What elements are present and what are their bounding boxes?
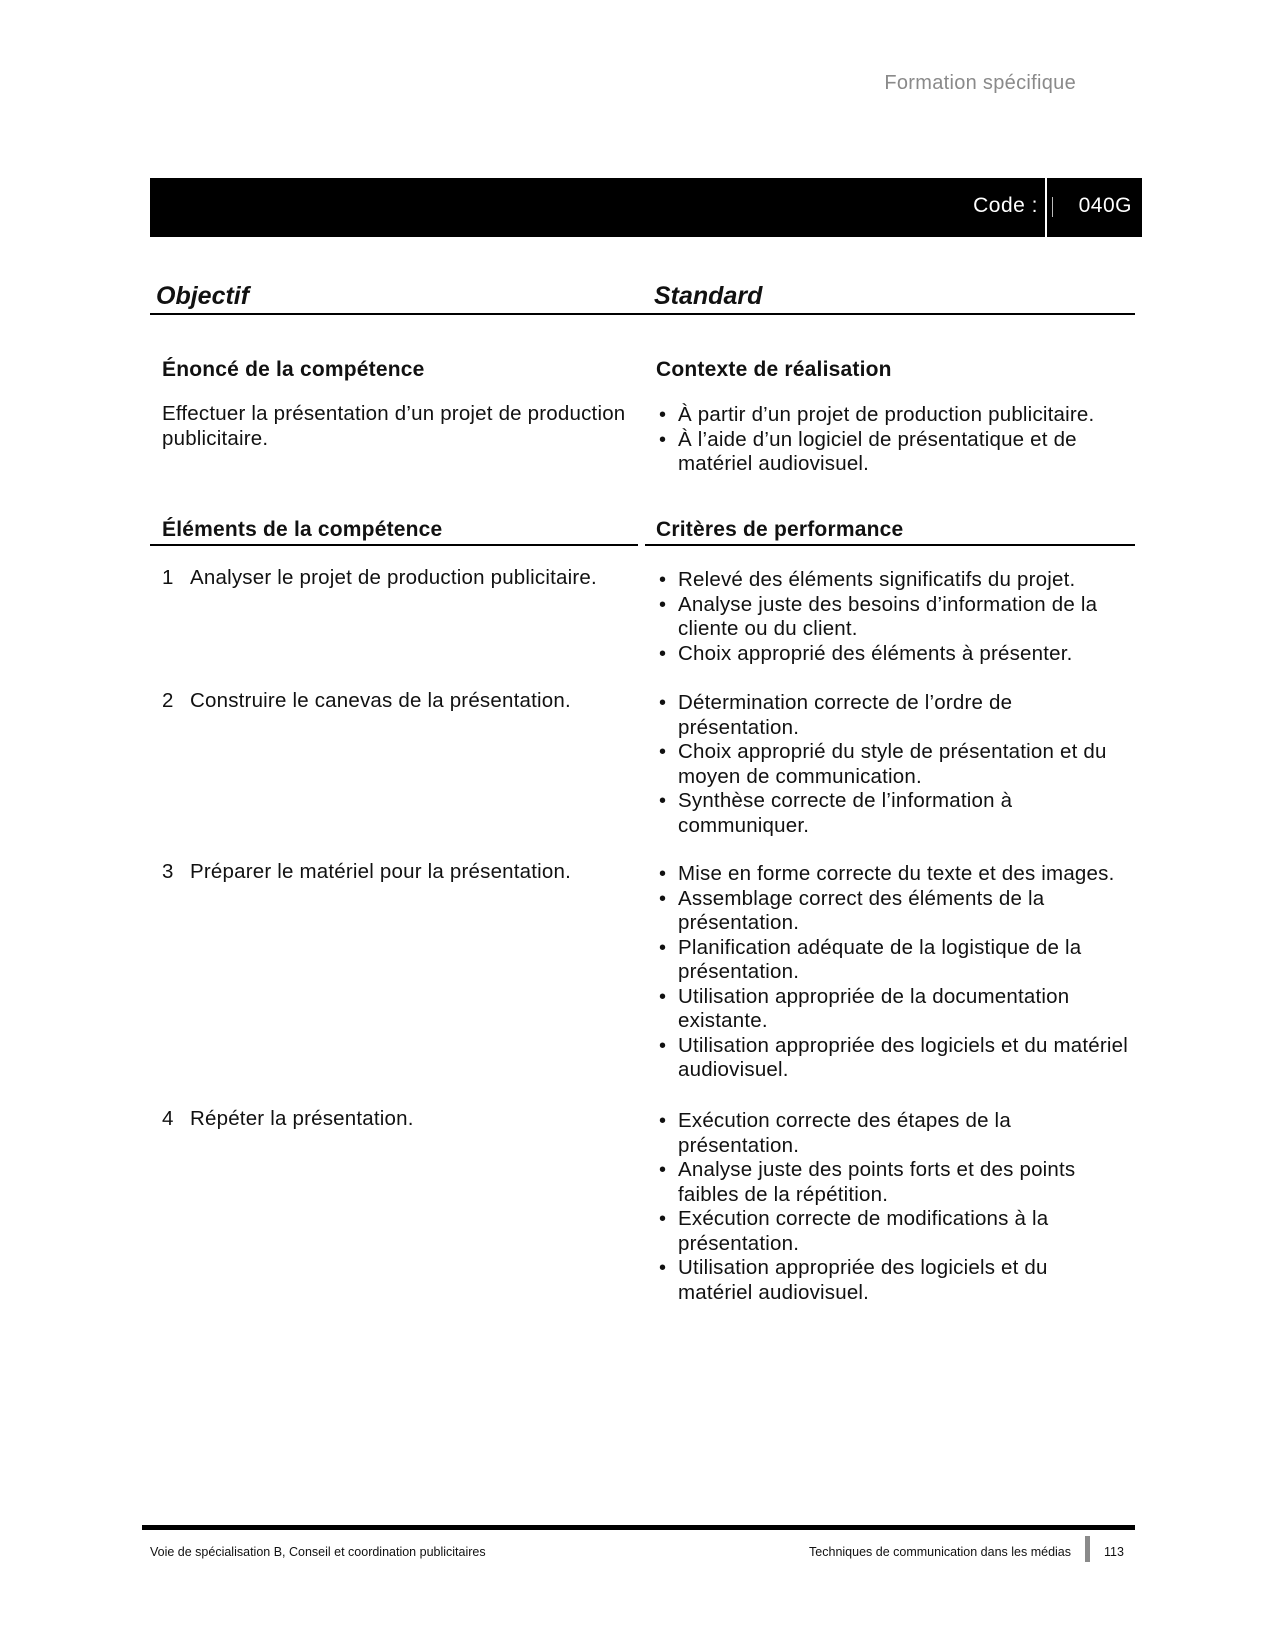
code-bar xyxy=(150,178,1142,237)
contexte-list xyxy=(656,403,1096,477)
element-number: 3 xyxy=(162,860,174,883)
criterion-item: • Choix approprié du style de présentation et du moyen de communication. xyxy=(659,740,1107,788)
bullet-icon: • xyxy=(659,404,667,426)
criteres-rule xyxy=(645,544,1135,546)
running-header: Formation spécifique xyxy=(884,72,1076,94)
contexte-label: Contexte de réalisation xyxy=(656,358,892,381)
page-number: 113 xyxy=(1104,1545,1124,1559)
element-text: Répéter la présentation. xyxy=(190,1107,414,1130)
bullet-icon: • xyxy=(659,428,667,451)
criterion-item: • Exécution correcte de modifications à la présentation. xyxy=(659,1207,1049,1255)
criteria-list xyxy=(656,568,1136,666)
bullet-icon: • xyxy=(659,936,667,959)
bullet-icon: • xyxy=(659,863,667,885)
footer-rule xyxy=(142,1525,1135,1530)
criterion-item: • Utilisation appropriée des logiciels et du matériel audiovisuel. xyxy=(659,1256,1048,1304)
bullet-icon: • xyxy=(659,887,667,910)
elements-rule xyxy=(150,544,638,546)
criterion-item: • Synthèse correcte de l’information à communiquer. xyxy=(659,789,1013,837)
bullet-icon: • xyxy=(659,692,667,714)
bullet-icon: • xyxy=(659,569,667,591)
element-text: Construire le canevas de la présentation. xyxy=(190,689,571,712)
bullet-icon: • xyxy=(659,985,667,1008)
element-number: 1 xyxy=(162,566,174,589)
heading-standard: Standard xyxy=(654,282,763,310)
elements-label: Éléments de la compétence xyxy=(162,518,443,541)
criterion-item: • Analyse juste des points forts et des points faibles de la répétition. xyxy=(659,1158,1076,1206)
footer-left: Voie de spécialisation B, Conseil et coordination publicitaires xyxy=(150,1545,486,1559)
criterion-item: • Assemblage correct des éléments de la présentation. xyxy=(659,886,1045,934)
criteria-list xyxy=(656,691,1126,838)
criteria-list xyxy=(656,1109,1126,1305)
bullet-icon: • xyxy=(659,790,667,812)
heading-rule xyxy=(150,313,1135,315)
enonce-text: Effectuer la présentation d’un projet de production publicitaire. xyxy=(162,402,626,450)
bullet-icon: • xyxy=(659,593,667,616)
contexte-item: • À l’aide d’un logiciel de présentatique et de matériel audiovisuel. xyxy=(659,427,1077,475)
footer-separator xyxy=(1085,1536,1090,1562)
criteria-list xyxy=(656,862,1136,1083)
bullet-icon: • xyxy=(659,1034,667,1057)
footer-right: Techniques de communication dans les médias xyxy=(809,1545,1071,1559)
criterion-item: • Utilisation appropriée des logiciels et du matériel audiovisuel. xyxy=(659,1033,1129,1081)
heading-objectif: Objectif xyxy=(156,282,250,310)
criterion-item: • Exécution correcte des étapes de la présentation. xyxy=(659,1109,1011,1157)
element-text: Préparer le matériel pour la présentation. xyxy=(190,860,572,883)
element-number: 2 xyxy=(162,689,174,712)
enonce-label: Énoncé de la compétence xyxy=(162,358,425,381)
code-separator-thin xyxy=(1052,197,1053,217)
bullet-icon: • xyxy=(659,1159,667,1181)
element-number: 4 xyxy=(162,1107,174,1130)
criterion-item: • Utilisation appropriée de la documentation existante. xyxy=(659,984,1070,1032)
criterion-item: • Mise en forme correcte du texte et des images. xyxy=(659,862,1115,885)
criterion-item: • Détermination correcte de l’ordre de présentation. xyxy=(659,691,1013,739)
criterion-item: • Analyse juste des besoins d’information de la cliente ou du client. xyxy=(659,592,1098,640)
bullet-icon: • xyxy=(659,1208,667,1230)
code-label: Code : xyxy=(973,194,1038,217)
criteres-label: Critères de performance xyxy=(656,518,904,541)
code-value: 040G xyxy=(1078,194,1132,217)
element-text: Analyser le projet de production publicitaire. xyxy=(190,566,597,589)
bullet-icon: • xyxy=(659,642,667,665)
contexte-item: • À partir d’un projet de production publicitaire. xyxy=(659,403,1095,426)
criterion-item: • Planification adéquate de la logistique de la présentation. xyxy=(659,935,1082,983)
criterion-item: • Relevé des éléments significatifs du projet. xyxy=(659,568,1076,591)
bullet-icon: • xyxy=(659,741,667,763)
bullet-icon: • xyxy=(659,1257,667,1279)
code-separator xyxy=(1045,178,1047,237)
bullet-icon: • xyxy=(659,1110,667,1132)
criterion-item: • Choix approprié des éléments à présenter. xyxy=(659,641,1073,665)
